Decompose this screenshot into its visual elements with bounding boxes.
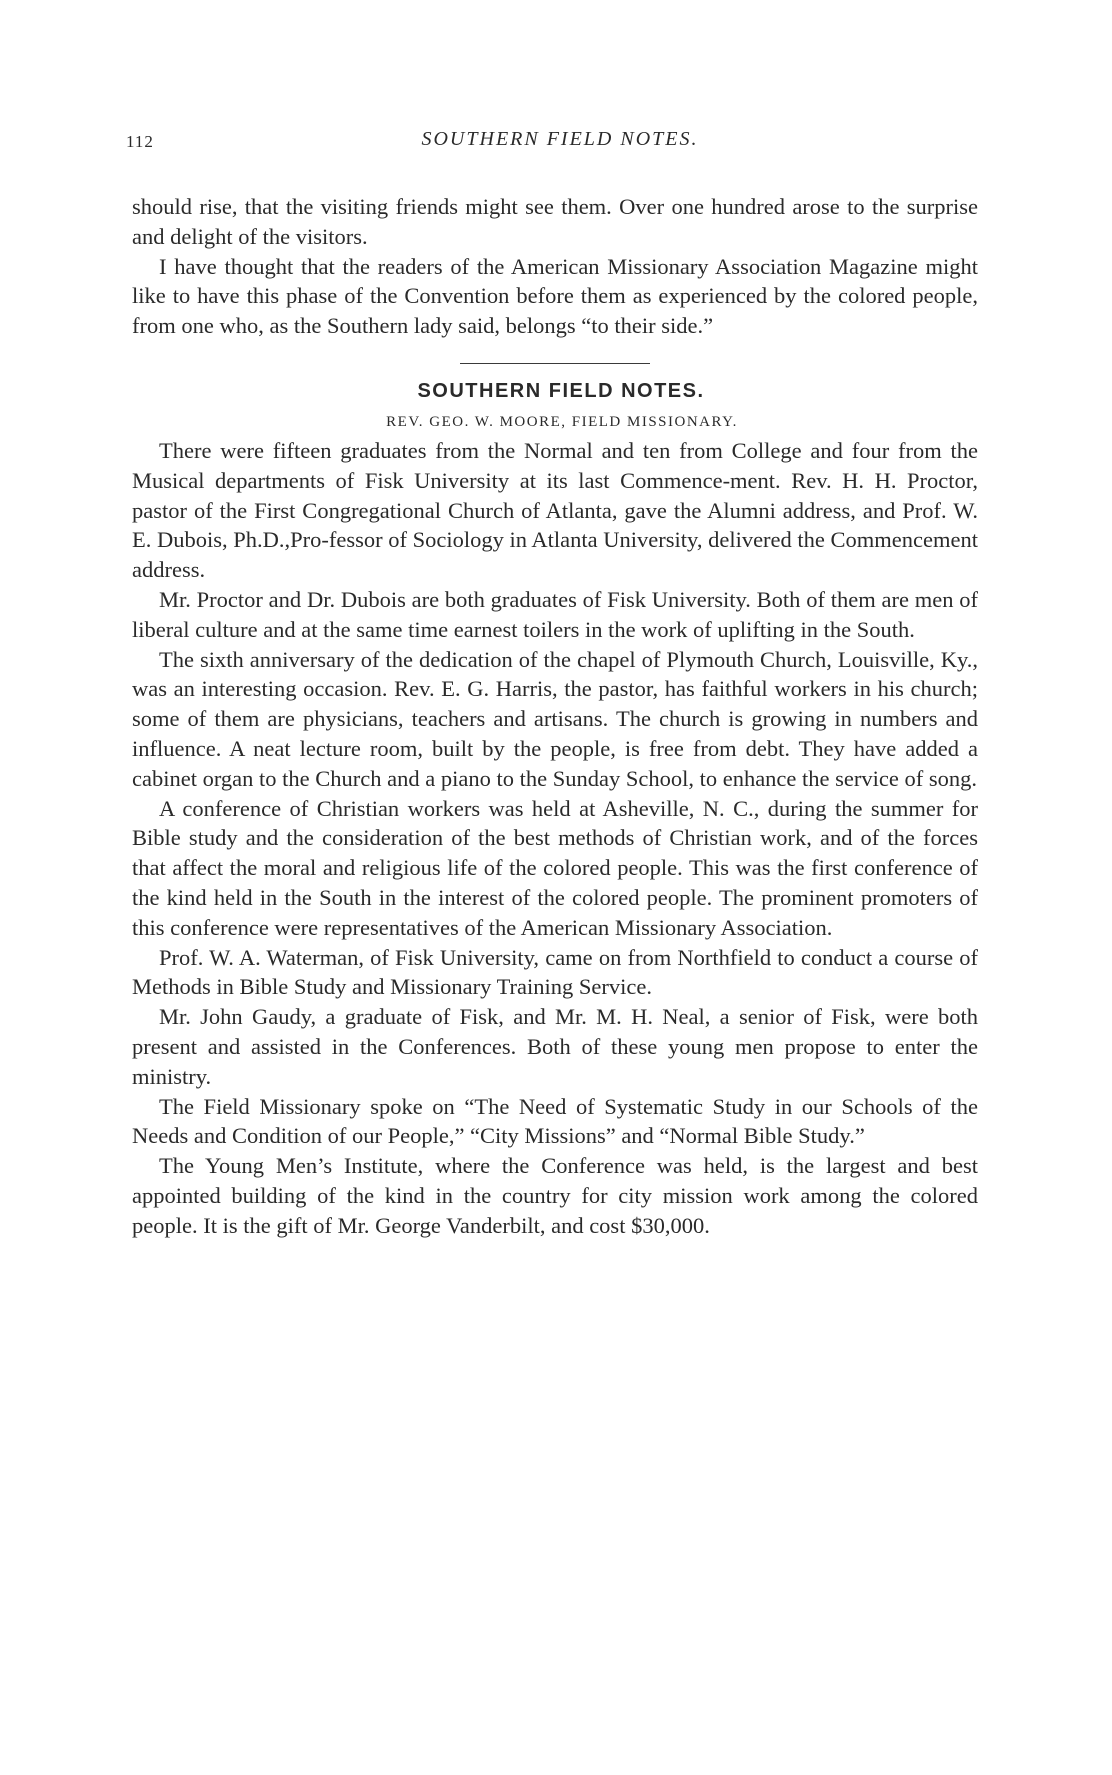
intro-paragraph-continued: should rise, that the visiting friends might see them. Over one hundred arose to the surprise and delight of the visitors. bbox=[132, 194, 978, 249]
section-divider bbox=[460, 363, 650, 364]
paragraph: There were fifteen graduates from the Normal and ten from College and four from the Musical departments of Fisk University at its last Commence-ment. Rev. H. H. Proctor, pastor of the First Congregational Church of Atlanta, gave the Alumni address, and Prof. W. E. Dubois, Ph.D.,Pro-fessor of Sociology in Atlanta University, delivered the Commencement address. bbox=[132, 437, 978, 583]
section-title: SOUTHERN FIELD NOTES. bbox=[417, 379, 705, 402]
paragraph: A conference of Christian workers was held at Asheville, N. C., during the summer for Bible study and the consideration of the best methods of Christian work, and of the forces that affect the moral and religious life of the colored people. This was the first conference of the kind held in the South in the interest of the colored people. The prominent promoters of this conference were representatives of the American Missionary Association. bbox=[132, 795, 978, 940]
paragraph: The sixth anniversary of the dedication of the chapel of Plymouth Church, Louisville, Ky., was an interesting occasion. Rev. E. G. Harris, the pastor, has faithful workers in his church; some of them are physicians, teachers and artisans. The church is growing in numbers and influence. A neat lecture room, built by the people, is free from debt. They have added a cabinet organ to the Church and a piano to the Sunday School, to enhance the service of song. bbox=[132, 646, 978, 791]
running-header bbox=[126, 128, 978, 158]
body-text bbox=[132, 192, 978, 1241]
paragraph: Prof. W. A. Waterman, of Fisk University, came on from Northfield to conduct a course of Methods in Bible Study and Missionary Training Service. bbox=[132, 944, 978, 1000]
section-byline: REV. GEO. W. MOORE, FIELD MISSIONARY. bbox=[386, 413, 738, 430]
paragraph: Mr. Proctor and Dr. Dubois are both graduates of Fisk University. Both of them are men of liberal culture and at the same time earnest toilers in the work of uplifting in the South. bbox=[132, 586, 978, 642]
page-number: 112 bbox=[126, 132, 154, 151]
paragraph: The Young Men’s Institute, where the Conference was held, is the largest and best appointed building of the kind in the country for city mission work among the colored people. It is the gift of Mr. George Vanderbilt, and cost $30,000. bbox=[132, 1153, 978, 1238]
paragraph: The Field Missionary spoke on “The Need of Systematic Study in our Schools of the Needs and Condition of our People,” “City Missions” and “Normal Bible Study.” bbox=[132, 1093, 978, 1149]
intro-paragraph: I have thought that the readers of the American Missionary Association Magazine might like to have this phase of the Convention before them as experienced by the colored people, from one who, as the Southern lady said, belongs “to their side.” bbox=[132, 253, 978, 339]
paragraph: Mr. John Gaudy, a graduate of Fisk, and Mr. M. H. Neal, a senior of Fisk, were both present and assisted in the Conferences. Both of these young men propose to enter the ministry. bbox=[132, 1004, 978, 1089]
running-title: SOUTHERN FIELD NOTES. bbox=[421, 128, 699, 150]
